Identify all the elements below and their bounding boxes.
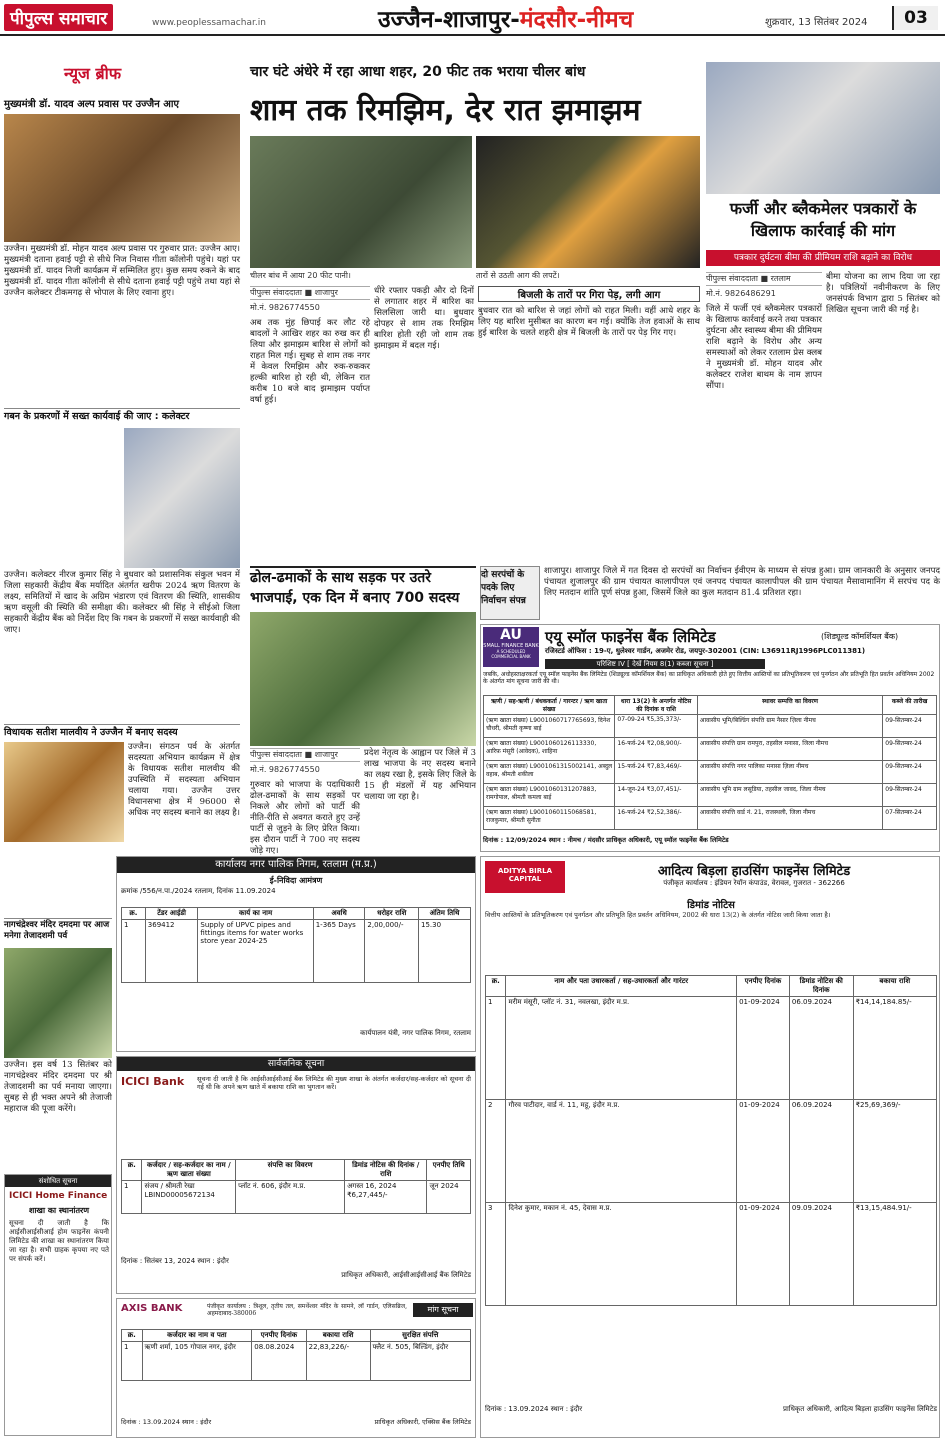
icici-home-text: सूचना दी जाती है कि आईसीआईसीआई होम फाइनेंस कंपनी लिमिटेड की शाखा का स्थानांतरण किया जा रहा है। सभी ग्राहक कृपया नए पते पर संपर्क करें।	[9, 1219, 109, 1263]
table-row	[486, 997, 937, 1100]
aditya-cell: मरीम मंसूरी, प्लॉट नं. 31, नवलखा, इंदौर म.प्र.	[506, 997, 737, 1100]
sarpanch-headline: दो सरपंचों के पदके लिए निर्वाचन संपन्न	[480, 566, 540, 620]
table-row	[486, 1203, 937, 1306]
ghaban-headline: गबन के प्रकरणों में सख्त कार्यवाई की जाए : कलेक्टर	[4, 408, 240, 426]
axis-col: कर्जदार का नाम व पता	[142, 1330, 252, 1342]
journalist-subhead: पत्रकार दुर्घटना बीमा की प्रीमियम राशि बढ़ाने का विरोध	[706, 250, 940, 266]
table-row	[122, 1181, 471, 1214]
au-footer: दिनांक : 12/09/2024 स्थान : नीमच / मंदसौर प्राधिकृत अधिकारी, एयू स्मॉल फाइनेंस बैंक लिमिटेड	[483, 836, 729, 844]
axis-cell: 08.08.2024	[252, 1342, 306, 1381]
journalist-text: जिले में फर्जी एवं ब्लैकमेलर पत्रकारों के खिलाफ कार्रवाई करने तथा पत्रकार दुर्घटना और स्वास्थ्य बीमा की प्रीमियम राशि बढ़ाने के विरोध और अन्य समस्याओं को लेकर रतलाम प्रेस क्लब ने मुख्यमंत्री डॉ. मोहन यादव और कलेक्टर राजेश बाथम के नाम ज्ञापन सौंपा।	[706, 304, 822, 391]
icici-table	[121, 1159, 471, 1214]
issue-date: शुक्रवार, 13 सितंबर 2024	[765, 17, 868, 28]
au-logo-text: AU	[500, 627, 522, 643]
icici-home-head: शाखा का स्थानांतरण	[28, 1206, 90, 1215]
au-cell: आवासीय संपत्ति नगर पालिका मनासा ज़िला नीमच	[697, 761, 882, 784]
cm-text: उज्जैन। मुख्यमंत्री डॉ. मोहन यादव अल्प प्रवास पर गुरुवार प्रात: उज्जैन आए। मुख्यमंत्री दताना हवाई पट्टी से सीधे निज निवास गीता कॉलोनी पहुंचे। यहां पर मुख्यमंत्री डॉ. यादव निजी कार्यक्रम में सम्मिलित हुए। कुछ समय रुकने के बाद मुख्यमंत्री डॉ. यादव गीता कॉलोनी से सीधे दताना हवाई पट्टी पहुंचे तथा यहां से उज्जैन कलेक्टर टीकमगढ़ से भोपाल के लिए रवाना हुए।	[4, 244, 240, 298]
au-cell: आवासीय भूमि ग्राम लसूडिया, तहसील जावद, जिला नीमच	[697, 784, 882, 807]
fire-photo	[476, 136, 700, 268]
table-row	[484, 761, 937, 784]
icici-col: कर्जदार / सह-कर्जदार का नाम / ऋण खाता संख्या	[142, 1160, 236, 1181]
ratlam-col: कार्य का नाम	[198, 908, 313, 920]
axis-col: बकाया राशि	[306, 1330, 370, 1342]
ratlam-cell: Supply of UPVC pipes and fittings items for water works store year 2024-25	[198, 920, 313, 983]
au-cell: 14-जून-24 ₹3,07,451/-	[615, 784, 697, 807]
icici-header-row	[122, 1160, 471, 1181]
au-title: एयू स्मॉल फाइनेंस बैंक लिमिटेड	[545, 628, 716, 646]
news-brief-label: न्यूज ब्रीफ	[64, 64, 122, 83]
axis-cell: 1	[122, 1342, 143, 1381]
ratlam-col: क्र.	[122, 908, 146, 920]
ratlam-col: अवधि	[313, 908, 365, 920]
ratlam-col: अंतिम तिथि	[419, 908, 471, 920]
aditya-cell: दिनेश कुमार, मकान नं. 45, देवास म.प्र.	[506, 1203, 737, 1306]
naga-text: उज्जैन। इस वर्ष 13 सितंबर को नागचंद्रेश्वर मंदिर दमदमा पर श्री तेजादशमी का पर्व मनाया जाएगा। सुबह से ही भक्त अपने श्री तेजाजी महाराज की पूजा करेंगे।	[4, 1060, 112, 1114]
axis-col: सुरक्षित संपत्ति	[370, 1330, 470, 1342]
icici-cell: अगस्त 16, 2024 ₹6,27,445/-	[345, 1181, 427, 1214]
aditya-cell: ₹25,69,369/-	[853, 1100, 936, 1203]
icici-home-section: संशोधित सूचना	[5, 1175, 111, 1187]
ratlam-col: धरोहर राशि	[365, 908, 419, 920]
dam-caption: चीलर बांध में आया 20 फीट पानी।	[250, 271, 351, 280]
journalist-text-2: बीमा योजना का लाभ दिया जा रहा है। पत्रिलियों नवीनीकरण के लिए जनसंपर्क विभाग द्वारा 5 सितंबर को लिखित सूचना जारी की गई है।	[826, 272, 940, 315]
aditya-col: एनपीए दिनांक	[737, 976, 790, 997]
aditya-intro: वित्तीय आस्तियों के प्रतिभूतिकरण एवं पुनर्गठन और प्रतिभूति हित प्रवर्तन अधिनियम, 2002 की धारा 13(2) के अंतर्गत नोटिस जारी किया जाता है।	[485, 911, 831, 919]
au-cell: 07-09-24 ₹5,35,373/-	[615, 715, 697, 738]
aditya-title: आदित्य बिड़ला हाउसिंग फाइनेंस लिमिटेड	[657, 864, 851, 879]
masthead	[0, 0, 945, 36]
au-cell: 16-फर्व-24 ₹2,52,386/-	[615, 807, 697, 830]
axis-cell: 22,83,226/-	[306, 1342, 370, 1381]
au-cell: 09-सितम्बर-24	[883, 715, 937, 738]
au-logo	[483, 627, 539, 667]
table-row	[122, 920, 471, 983]
table-row	[484, 807, 937, 830]
ratlam-sub: ई-निविदा आमंत्रण	[269, 876, 323, 885]
fire-caption: तारों से उठती आग की लपटें।	[476, 271, 560, 280]
icici-sign: प्राधिकृत अधिकारी, आईसीआईसीआई बैंक लिमिटेड	[341, 1271, 471, 1279]
axis-cell: ऋणी शर्मा, 105 गोपाल नगर, इंदौर	[142, 1342, 252, 1381]
ratlam-cell: 1-365 Days	[313, 920, 365, 983]
aditya-cell: 3	[486, 1203, 506, 1306]
au-col-notice: धारा 13(2) के अन्तर्गत नोटिस की दिनांक व राशि	[615, 696, 697, 715]
ratlam-cell: 15.30	[419, 920, 471, 983]
au-cell: 09-सितम्बर-24	[883, 784, 937, 807]
journalist-photo	[706, 62, 940, 194]
region-title	[378, 2, 633, 34]
au-cell: आवासीय संपत्ति ग्राम रामपुरा, तहसील मनासा, जिला नीमच	[697, 738, 882, 761]
icici-bank-notice	[116, 1056, 476, 1294]
au-col-property: स्थावर सम्पत्ति का विवरण	[697, 696, 882, 715]
aditya-cell: गौरव पाटीदार, वार्ड नं. 11, महू, इंदौर म.प्र.	[506, 1100, 737, 1203]
table-row	[484, 784, 937, 807]
ratlam-footer: कार्यपालन यंत्री, नगर पालिक निगम, रतलाम	[360, 1029, 471, 1037]
rain-mobile: मो.नं. 9826774550	[250, 303, 320, 312]
table-row	[486, 1100, 937, 1203]
region-title-red: मंदसौर-नीमच	[519, 7, 634, 33]
au-bank-notice	[480, 624, 940, 852]
table-row	[484, 715, 937, 738]
au-cell: (ऋण खाता संख्या) L9001061315002141, अब्दुल वहाब, श्रीमती शकीला	[484, 761, 615, 784]
ratlam-ref: क्रमांक /556/न.पा./2024 रतलाम, दिनांक 11.09.2024	[121, 887, 276, 895]
au-cell: 07-सितम्बर-24	[883, 807, 937, 830]
journalist-headline: फर्जी और ब्लैकमेलर पत्रकारों के खिलाफ कार्रवाई की मांग	[729, 199, 917, 240]
au-cell: (ऋण खाता संख्या) L9001060131207883, रामगोपाल, श्रीमती कमला बाई	[484, 784, 615, 807]
aditya-cell: ₹13,15,484.91/-	[853, 1203, 936, 1306]
ratlam-tender-notice	[116, 856, 476, 1052]
aditya-place: दिनांक : 13.09.2024 स्थान : इंदौर	[485, 1405, 583, 1413]
aditya-birla-notice	[480, 856, 940, 1438]
temple-photo	[4, 948, 112, 1058]
aditya-cell: ₹14,14,184.85/-	[853, 997, 936, 1100]
rain-kicker: चार घंटे अंधेरे में रहा आधा शहर, 20 फीट तक भराया चीलर बांध	[250, 64, 586, 80]
site-url: www.peoplessamachar.in	[152, 18, 266, 28]
au-table-header-row	[484, 696, 937, 715]
aditya-col: क्र.	[486, 976, 506, 997]
naga-headline: नागचंद्रेश्वर मंदिर दमदमा पर आज मनेगा तेजादशमी पर्व	[4, 918, 112, 944]
ratlam-table	[121, 907, 471, 983]
aditya-cell: 01-09-2024	[737, 1203, 790, 1306]
journalist-byline: पीपुल्स संवाददाता ■ रतलाम	[706, 272, 822, 286]
aditya-col: बकाया राशि	[853, 976, 936, 997]
region-title-black: उज्जैन-शाजापुर-	[378, 7, 520, 33]
aditya-table	[485, 975, 937, 1306]
bjp-text-2: प्रदेश नेतृत्व के आह्वान पर जिले में 3 लाख भाजपा के नए सदस्य बनाने का लक्ष्य रखा है, इसके लिए जिले के 15 ही मंडलों में यह अभियान चलाया जा रहा है।	[364, 748, 476, 802]
ratlam-col: टेंडर आईडी	[145, 908, 198, 920]
au-cell: (ऋण खाता संख्या) L9001060115068581, राजकुमार, श्रीमती सुनीता	[484, 807, 615, 830]
table-row	[122, 1342, 471, 1381]
au-col-date: कब्जे की तारीख	[883, 696, 937, 715]
bjp-photo	[250, 612, 476, 746]
icici-cell: प्लॉट नं. 606, इंदौर म.प्र.	[236, 1181, 345, 1214]
news-brief-label-box	[4, 62, 240, 86]
au-address: रजिस्टर्ड ऑफिस : 19-ए, धुलेश्वर गार्डन, अजमेर रोड, जयपुर-302001 (CIN: L36911RJ1996PLC011381)	[545, 647, 866, 655]
icici-home-notice	[4, 1174, 112, 1436]
collector-photo	[124, 428, 240, 568]
ratlam-cell: 369412	[145, 920, 198, 983]
aditya-cell: 01-09-2024	[737, 997, 790, 1100]
au-intro: जबकि, अधोहस्ताक्षरकर्ता एयू स्मॉल फाइनेंस बैंक लिमिटेड (शिड्यूल्ड कॉमर्शियल बैंक) का प्राधिकृत अधिकारी होते हुए वित्तीय आस्तियों का प्रतिभूतिकरण एवं पुनर्गठन और प्रतिभूति हित प्रवर्तन अधिनियम 2002 के अंतर्गत मांग सूचना जारी की थी।	[483, 671, 935, 685]
bjp-text: गुरुवार को भाजपा के पदाधिकारी ढोल-ढमाकों के साथ सड़कों पर निकले और लोगों को पार्टी की नीति-रीति से अवगत कराते हुए उन्हें पार्टी से जुड़ने के लिए प्रेरित किया। इस दौरान पार्टी ने 700 नए सदस्य जोड़े गए।	[250, 780, 360, 856]
ratlam-cell: 1	[122, 920, 146, 983]
aditya-cell: 01-09-2024	[737, 1100, 790, 1203]
aditya-col: डिमांड नोटिस की दिनांक	[789, 976, 853, 997]
icici-cell: जून 2024	[427, 1181, 471, 1214]
au-table	[483, 695, 937, 830]
page-number: 03	[892, 6, 938, 30]
icici-text: सूचना दी जाती है कि आईसीआईसीआई बैंक लिमिटेड की मुख्य शाखा के अंतर्गत कर्जदार/सह-कर्जदार को सूचना दी गई थी कि अपने ऋण खाते में बकाया राशि का भुगतान करें।	[197, 1075, 471, 1091]
au-logo-tag: A SCHEDULED COMMERCIAL BANK	[491, 649, 531, 659]
rain-text-b: धीरे रफ्तार पकड़ी और दो दिनों से लगातार शहर में बारिश का सिलसिला जारी था। बुधवार दोपहर से शाम तक रिमझिम बारिश होती रही जो शाम तक झमाझम में बदल गई।	[374, 286, 474, 351]
bjp-mobile: मो.नं. 9826774550	[250, 765, 320, 774]
au-cell: 09-सितम्बर-24	[883, 738, 937, 761]
icici-head: सार्वजनिक सूचना	[117, 1057, 475, 1071]
aditya-col: नाम और पता उधारकर्ता / सह-उधारकर्ता और गारंटर	[506, 976, 737, 997]
axis-logo: AXIS BANK	[121, 1303, 183, 1314]
ratlam-head: कार्यालय नगर पालिक निगम, रतलाम (म.प्र.)	[117, 857, 475, 873]
icici-cell: संजय / श्रीमती रेखा LBIND00005672134	[142, 1181, 236, 1214]
axis-cell: फ्लैट नं. 505, बिल्डिंग, इंदौर	[370, 1342, 470, 1381]
icici-home-logo: ICICI Home Finance	[9, 1191, 108, 1201]
icici-cell: 1	[122, 1181, 142, 1214]
table-row	[484, 738, 937, 761]
au-cell: (ऋण खाता संख्या) L9001060126113330, आरिफ़ मंसूरी (आवेदक), शाहिना	[484, 738, 615, 761]
icici-col: एनपीए तिथि	[427, 1160, 471, 1181]
vidhayak-photo	[4, 742, 124, 842]
axis-col: क्र.	[122, 1330, 143, 1342]
rain-headline: शाम तक रिमझिम, देर रात झमाझम	[250, 93, 641, 128]
aditya-cell: 06.09.2024	[789, 997, 853, 1100]
icici-logo: ICICI Bank	[121, 1075, 185, 1088]
journalist-mobile: मो.नं. 9826486291	[706, 289, 776, 298]
aditya-cell: 1	[486, 997, 506, 1100]
axis-place: दिनांक : 13.09.2024 स्थान : इंदौर	[121, 1418, 212, 1426]
aditya-head: डिमांड नोटिस	[687, 900, 735, 911]
axis-bank-notice	[116, 1298, 476, 1438]
au-logo-sub: SMALL FINANCE BANK	[483, 643, 539, 649]
au-cell: (ऋण खाता संख्या) L9001060717765693, दिनेश चौधरी, श्रीमती कृष्णा बाई	[484, 715, 615, 738]
ratlam-header-row	[122, 908, 471, 920]
axis-head: मांग सूचना	[413, 1303, 473, 1317]
au-cell: 09-सितम्बर-24	[883, 761, 937, 784]
aditya-address: पंजीकृत कार्यालय : इंडियन रेयॉन कंपाउंड, वेरावल, गुजरात - 362266	[663, 879, 845, 887]
au-appendix: परिशिष्ट IV [ देखें नियम 8(1) कब्जा सूचना ]	[545, 659, 765, 669]
vidhayak-text: उज्जैन। संगठन पर्व के अंतर्गत सदस्यता अभियान कार्यक्रम में क्षेत्र के विधायक सतीश मालवीय की उपस्थिति में सदस्यता अभियान चलाया गया। उज्जैन उत्तर विधानसभा क्षेत्र में 96000 से अधिक नए सदस्य बनाने का लक्ष्य है।	[128, 742, 241, 818]
icici-col: डिमांड नोटिस की दिनांक / राशि	[345, 1160, 427, 1181]
rain-text-a: अब तक मुंह छिपाई कर लौट रहे बादलों ने आखिर शहर का रुख कर ही लिया और झमाझम बारिश से लोगों को राहत मिल गई। सुबह से शाम तक नगर में केवल रिमझिम और रुक-रुककर हल्की बारिश हो रही थी, लेकिन रात करीब 10 बजे बाद झमाझम पर्याप्त वर्षा हुई।	[250, 318, 370, 405]
aditya-cell: 06.09.2024	[789, 1100, 853, 1203]
sarpanch-text: शाजापुर। शाजापुर जिले में गत दिवस दो सरपंचों का निर्वाचन ईवीएम के माध्यम से संपन्न हुआ। ग्राम जानकारी के अनुसार जनपद पंचायत शुजालपुर की ग्राम पंचायत कालापीपल एवं जनपद पंचायत कालापीपल की ग्राम पंचायत मैसावामानिंग में सरपंच पद के लिए मतदान शांति पूर्ण संपन्न हुआ, जिसमें जिले का कुल मतदान 81.4 प्रतिशत रहा।	[544, 566, 940, 598]
cm-photo	[4, 114, 240, 242]
rain-byline: पीपुल्स संवाददाता ■ शाजापुर	[250, 286, 370, 300]
rain-text-c: बुधवार रात को बारिश से जहां लोगों को राहत मिली। वहीं आधे शहर के लिए यह बारिश मुसीबत का कारण बन गई। क्योंकि तेज हवाओं के साथ हुई बारिश के चलते शहरी क्षेत्र में बिजली के तारों पर पेड़ गिर गए।	[478, 306, 700, 338]
axis-table	[121, 1329, 471, 1381]
icici-col: संपत्ति का विवरण	[236, 1160, 345, 1181]
axis-sign: प्राधिकृत अधिकारी, एक्सिस बैंक लिमिटेड	[374, 1418, 471, 1426]
icici-col: क्र.	[122, 1160, 142, 1181]
aditya-cell: 09.09.2024	[789, 1203, 853, 1306]
au-cell: आवासीय संपत्ति वार्ड नं. 21, राजस्थली, जिला नीमच	[697, 807, 882, 830]
aditya-header-row	[486, 976, 937, 997]
axis-col: एनपीए दिनांक	[252, 1330, 306, 1342]
aditya-cell: 2	[486, 1100, 506, 1203]
vidhayak-headline: विधायक सतीश मालवीय ने उज्जैन में बनाए सदस्य	[4, 724, 240, 740]
bjp-byline: पीपुल्स संवाददाता ■ शाजापुर	[250, 748, 360, 762]
icici-place: दिनांक : सितंबर 13, 2024 स्थान : इंदौर	[121, 1257, 229, 1265]
au-cell: 16-फर्व-24 ₹2,08,900/-	[615, 738, 697, 761]
bjp-headline: ढोल-ढमाकों के साथ सड़क पर उतरे भाजपाई, एक दिन में बनाए 700 सदस्य	[250, 566, 476, 610]
brand-logo: पीपुल्स समाचार	[4, 4, 113, 31]
axis-header-row	[122, 1330, 471, 1342]
ratlam-cell: 2,00,000/-	[365, 920, 419, 983]
power-headline: बिजली के तारों पर गिरा पेड़, लगी आग	[478, 286, 700, 302]
au-cell: 15-फर्व-24 ₹7,83,469/-	[615, 761, 697, 784]
au-subtitle: (शिड्यूल्ड कॉमर्शियल बैंक)	[821, 632, 899, 641]
cm-headline: मुख्यमंत्री डॉ. यादव अल्प प्रवास पर उज्जैन आए	[4, 99, 179, 110]
aditya-logo: ADITYA BIRLA CAPITAL	[485, 861, 565, 893]
dam-photo	[250, 136, 472, 268]
axis-text: पंजीकृत कार्यालय : त्रिशूल, तृतीय तल, समर्थेश्वर मंदिर के सामने, लॉ गार्डन, एलिसब्रिज, अहमदाबाद-380006	[207, 1303, 407, 1317]
ghaban-text: उज्जैन। कलेक्टर नीरज कुमार सिंह ने बुधवार को प्रशासनिक संकुल भवन में जिला सहकारी केंद्रीय बैंक मर्यादित अंतर्गत खरीफ 2024 ऋण वितरण के लक्ष्य, समितियों में खाद के अग्रिम भंडारण एवं वितरण की स्थिति, शासकीय ऋण वसूली की स्थिति की समीक्षा की। कलेक्टर श्री सिंह ने सीईओ जिला सहकारी केंद्रीय बैंक को निर्देश दिए कि गबन के प्रकरणों में सख्त कार्यवाही की जाए।	[4, 570, 240, 635]
au-cell: आवासीय भूमि/बिल्डिंग संपत्ति ग्राम नैसार ज़िला नीमच	[697, 715, 882, 738]
au-col-borrower: ऋणी / सह-ऋणी / बंधककर्ता / गारन्टर / ऋण खाता संख्या	[484, 696, 615, 715]
aditya-sign: प्राधिकृत अधिकारी, आदित्य बिड़ला हाउसिंग फाइनेंस लिमिटेड	[782, 1405, 937, 1413]
